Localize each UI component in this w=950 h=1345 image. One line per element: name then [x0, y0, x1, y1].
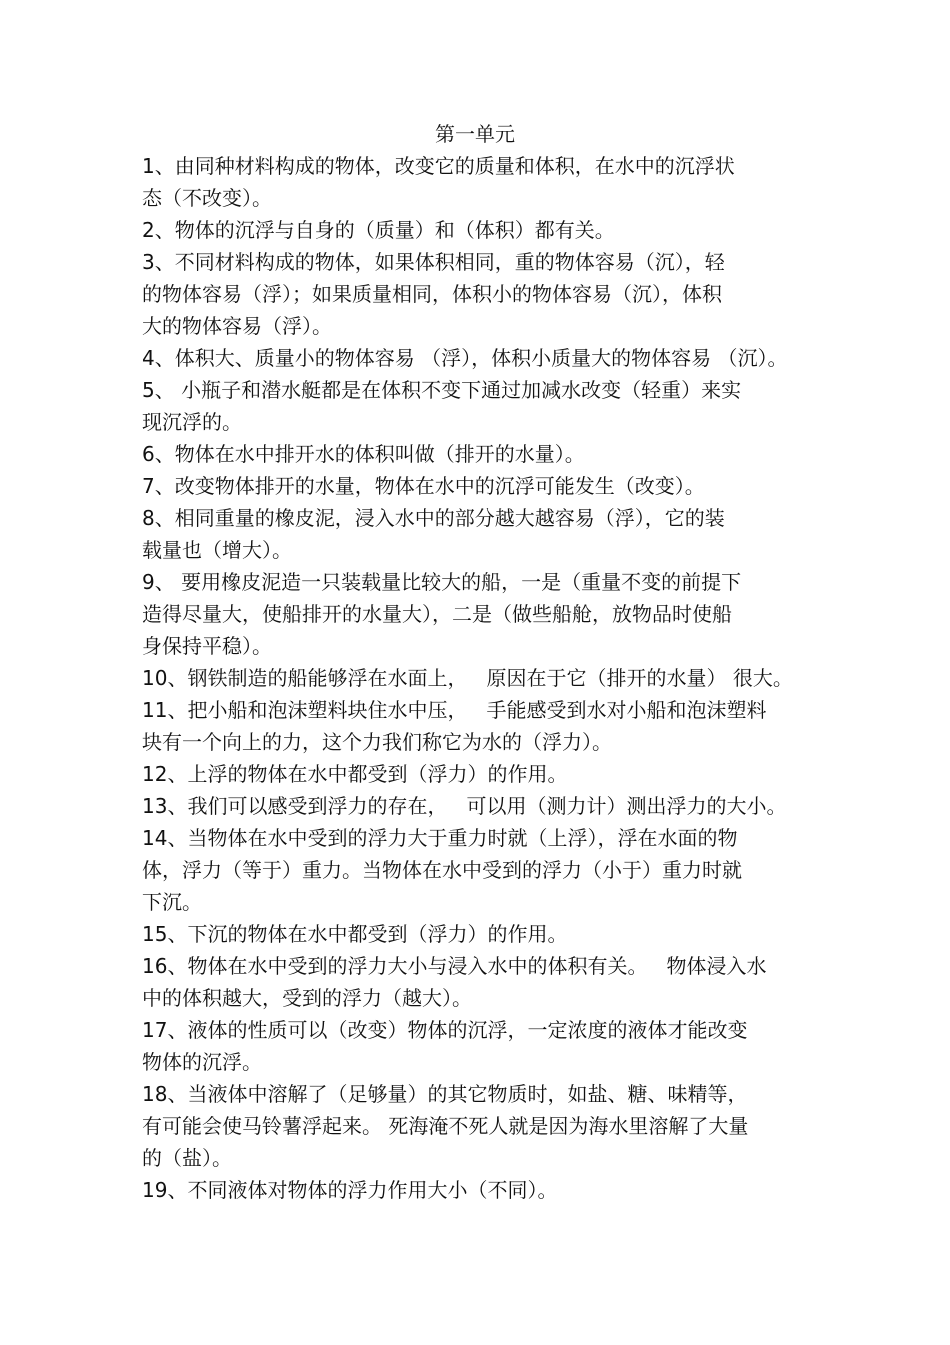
text-line: 15、下沉的物体在水中都受到（浮力）的作用。: [142, 922, 568, 946]
text-line: 4、体积大、质量小的物体容易 （浮），体积小质量大的物体容易 （沉）。: [142, 346, 788, 370]
text-line: 8、相同重量的橡皮泥，浸入水中的部分越大越容易（浮），它的装: [142, 506, 725, 530]
text-line: 的（盐）。: [142, 1146, 232, 1170]
text-line: 中的体积越大，受到的浮力（越大）。: [142, 986, 472, 1010]
text-line: 16、物体在水中受到的浮力大小与浸入水中的体积有关。 物体浸入水: [142, 954, 767, 978]
text-line: 体，浮力（等于）重力。当物体在水中受到的浮力（小于）重力时就: [142, 858, 742, 882]
text-line: 载量也（增大）。: [142, 538, 292, 562]
text-line: 物体的沉浮。: [142, 1050, 262, 1074]
document-body: [142, 150, 822, 1206]
text-line: 18、当液体中溶解了（足够量）的其它物质时，如盐、糖、味精等，: [142, 1082, 748, 1106]
text-line: 5、 小瓶子和潜水艇都是在体积不变下通过加减水改变（轻重）来实: [142, 378, 742, 402]
text-line: 7、改变物体排开的水量，物体在水中的沉浮可能发生（改变）。: [142, 474, 705, 498]
text-line: 9、 要用橡皮泥造一只装载量比较大的船，一是（重量不变的前提下: [142, 570, 742, 594]
page-title: 第一单元: [435, 122, 515, 146]
text-line: 6、物体在水中排开水的体积叫做（排开的水量）。: [142, 442, 585, 466]
text-line: 10、钢铁制造的船能够浮在水面上， 原因在于它（排开的水量） 很大。: [142, 666, 793, 690]
text-line: 大的物体容易（浮）。: [142, 314, 332, 338]
text-line: 2、物体的沉浮与自身的（质量）和（体积）都有关。: [142, 218, 615, 242]
text-line: 的物体容易（浮）；如果质量相同，体积小的物体容易（沉），体积: [142, 282, 722, 306]
text-line: 17、液体的性质可以（改变）物体的沉浮，一定浓度的液体才能改变: [142, 1018, 748, 1042]
text-line: 现沉浮的。: [142, 410, 242, 434]
text-line: 3、不同材料构成的物体，如果体积相同，重的物体容易（沉），轻: [142, 250, 725, 274]
text-line: 下沉。: [142, 890, 202, 914]
text-line: 态（不改变）。: [142, 186, 272, 210]
text-line: 块有一个向上的力，这个力我们称它为水的（浮力）。: [142, 730, 612, 754]
text-line: 11、把小船和泡沫塑料块住水中压， 手能感受到水对小船和泡沫塑料: [142, 698, 767, 722]
text-line: 14、当物体在水中受到的浮力大于重力时就（上浮），浮在水面的物: [142, 826, 738, 850]
text-line: 19、不同液体对物体的浮力作用大小（不同）。: [142, 1178, 558, 1202]
text-line: 身保持平稳）。: [142, 634, 272, 658]
text-line: 有可能会使马铃薯浮起来。 死海淹不死人就是因为海水里溶解了大量: [142, 1114, 749, 1138]
text-line: 造得尽量大，使船排开的水量大），二是（做些船舱，放物品时使船: [142, 602, 732, 626]
text-line: 13、我们可以感受到浮力的存在， 可以用（测力计）测出浮力的大小。: [142, 794, 787, 818]
text-line: 1、由同种材料构成的物体，改变它的质量和体积，在水中的沉浮状: [142, 154, 735, 178]
text-line: 12、上浮的物体在水中都受到（浮力）的作用。: [142, 762, 568, 786]
